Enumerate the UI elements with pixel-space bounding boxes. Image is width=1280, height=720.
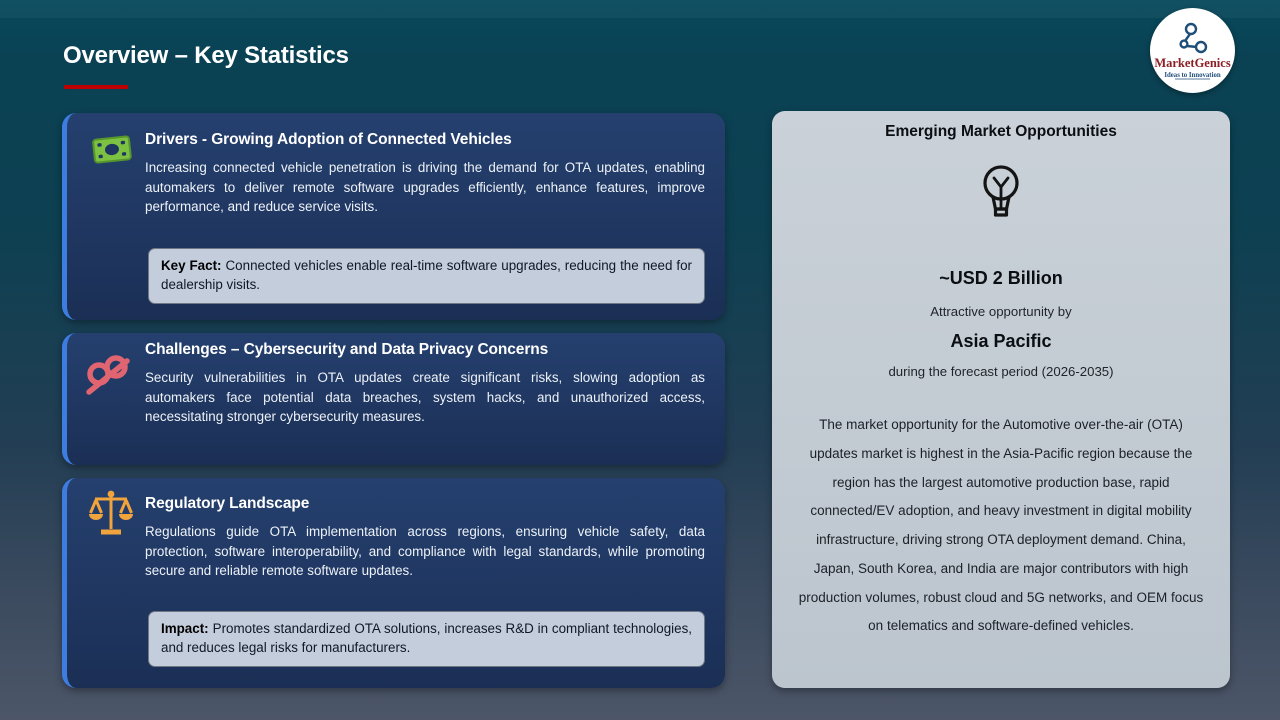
top-accent-band (0, 0, 1280, 18)
key-fact-label: Key Fact: (161, 258, 222, 273)
logo-name-text: MarketGenics (1154, 56, 1231, 70)
key-fact-callout (148, 248, 705, 304)
forecast-period: during the forecast period (2026-2035) (888, 364, 1114, 379)
logo-tagline-text: Ideas to Innovation (1164, 72, 1221, 79)
page-title: Overview – Key Statistics (63, 42, 349, 69)
title-underline (64, 85, 128, 89)
broken-link-icon (83, 353, 133, 404)
opportunity-region: Asia Pacific (950, 331, 1052, 351)
lightbulb-icon (796, 163, 1206, 228)
impact-text: Promotes standardized OTA solutions, increases R&D in compliant technologies, and reduces legal risks for manufacturers. (161, 621, 692, 655)
opportunity-caption: Attractive opportunity by (930, 304, 1072, 319)
money-bill-icon (91, 133, 133, 172)
drivers-card-title: Drivers - Growing Adoption of Connected Vehicles (145, 131, 512, 148)
marketgenics-logo-icon (1150, 8, 1235, 93)
challenges-card-body: Security vulnerabilities in OTA updates create significant risks, slowing adoption as automakers face potential data breaches, system hacks, and unauthorized access, necessitating stronger cybersecurity measures. (145, 370, 705, 425)
key-fact-text: Connected vehicles enable real-time software upgrades, reducing the need for dealership visits. (161, 258, 692, 292)
drivers-card (62, 113, 725, 320)
challenges-card (62, 333, 725, 465)
balance-scale-icon (88, 488, 134, 545)
emerging-opportunities-panel (772, 111, 1230, 688)
regulatory-card-body: Regulations guide OTA implementation across regions, ensuring vehicle safety, data protection, software interoperability, and compliance with legal standards, while promoting secure and reliable remote software updates. (145, 524, 705, 579)
regulatory-card (62, 478, 725, 688)
drivers-card-body: Increasing connected vehicle penetration is driving the demand for OTA updates, enabling automakers to deliver remote software upgrades efficiently, enhance features, improve performance, and reduce service visits. (145, 160, 705, 215)
impact-label: Impact: (161, 621, 209, 636)
regulatory-card-title: Regulatory Landscape (145, 495, 310, 512)
opportunity-description: The market opportunity for the Automotive over-the-air (OTA) updates market is highest in the Asia-Pacific region because the region has the largest automotive production base, rapid connected/EV adoption, and heavy investment in digital mobility infrastructure, driving strong OTA deployment demand. China, Japan, South Korea, and India are major contributors with high production volumes, robust cloud and 5G networks, and OEM focus on telematics and software-defined vehicles. (798, 417, 1204, 634)
impact-callout (148, 611, 705, 667)
panel-title: Emerging Market Opportunities (885, 123, 1117, 140)
opportunity-value: ~USD 2 Billion (939, 268, 1063, 288)
company-logo (1150, 8, 1235, 93)
challenges-card-title: Challenges – Cybersecurity and Data Privacy Concerns (145, 341, 549, 358)
